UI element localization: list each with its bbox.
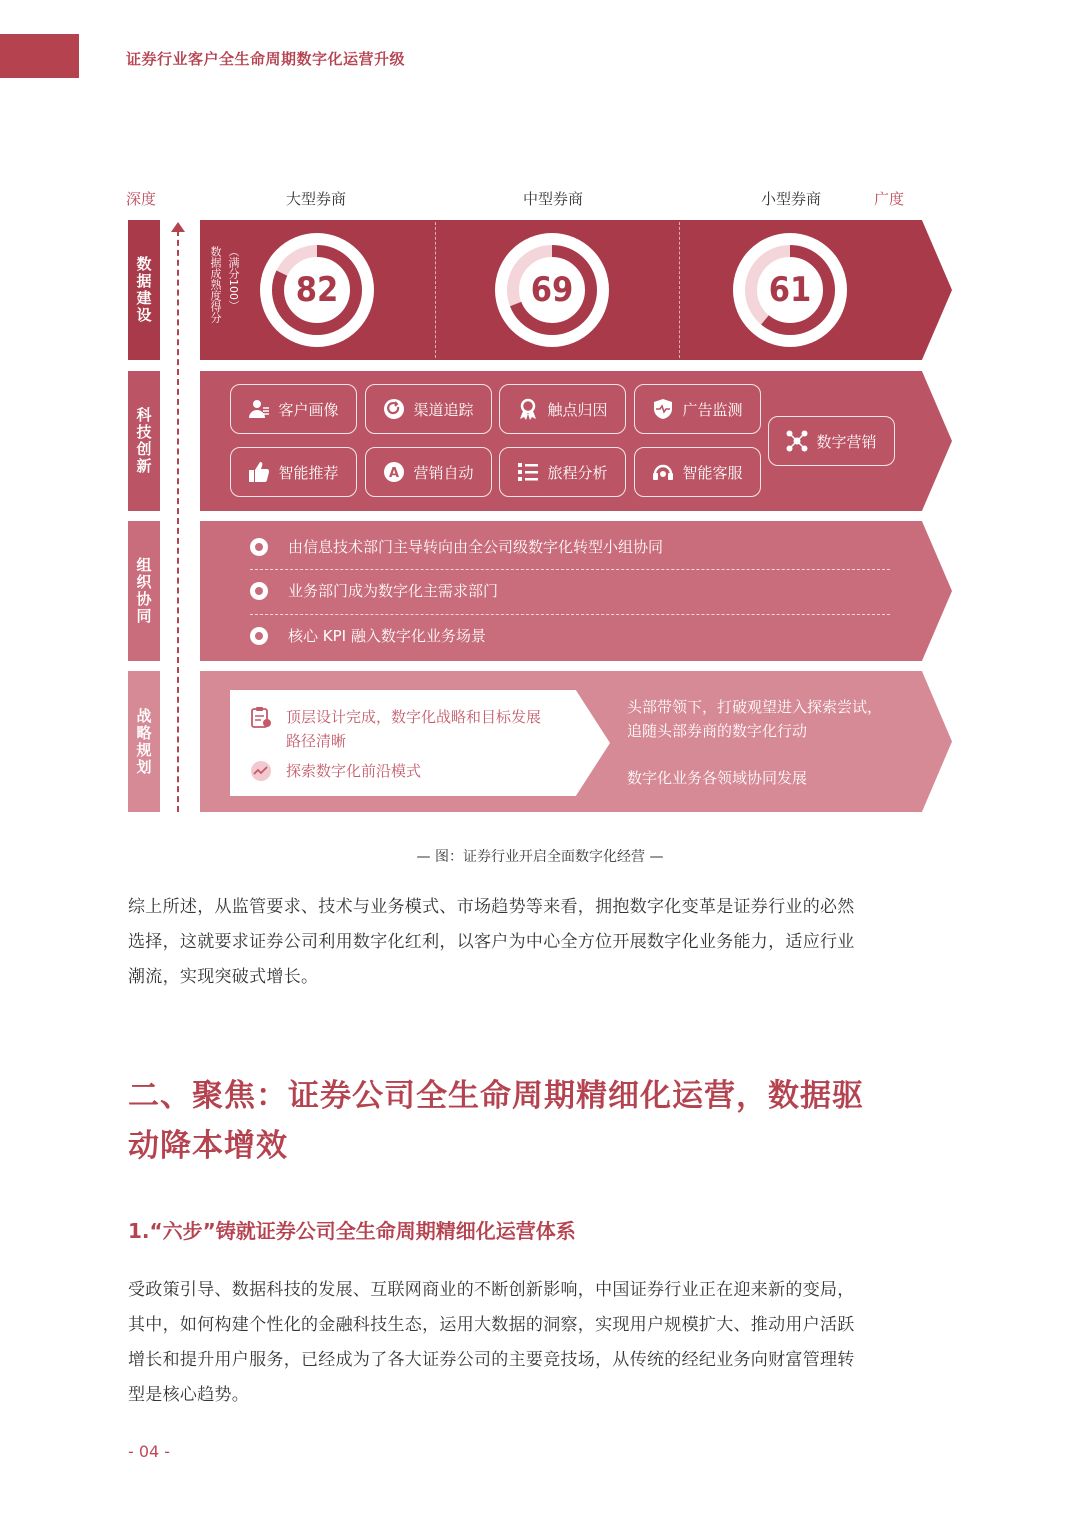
score-note-title: 数据成熟度得分 [209, 246, 222, 323]
column-label-small: 小型券商 [760, 190, 821, 208]
bullet-ring-icon [250, 538, 268, 556]
row-label-tech: 科技创新 [128, 371, 160, 511]
tech-chip-marketing-auto [365, 447, 492, 497]
tech-chip-label: 数字营销 [816, 432, 877, 451]
score-value-medium: 69 [530, 270, 574, 310]
strategy-left-item: 顶层设计完成，数字化战略和目标发展 路径清晰 [250, 705, 541, 753]
tech-chip-label: 旅程分析 [547, 463, 608, 482]
trend-icon [250, 760, 272, 782]
paragraph-context: 受政策引导、数据科技的发展、互联网商业的不断创新影响，中国证券行业正在迎来新的变局， 其中，如何构建个性化的金融科技生态，运用大数据的洞察，实现用户规模扩大、推动用户活跃 增长和提升用户服务，已经成为了各大证券公司的主要竞技场，从传统的经纪业务向财富管理转 型是核心趋势。 [128, 1280, 855, 1405]
column-label-large: 大型券商 [285, 190, 346, 208]
figure-caption: — 图：证券行业开启全面数字化经营 — [416, 849, 664, 865]
header-accent-block [0, 34, 79, 78]
tech-chip-channel-tracking [365, 384, 492, 434]
org-item: 业务部门成为数字化主需求部门 [250, 580, 498, 601]
user-portrait-icon [248, 398, 270, 420]
running-title: 证券行业客户全生命周期数字化运营升级 [126, 50, 406, 68]
tech-chip-touchpoint [499, 384, 626, 434]
letter-a-icon [383, 461, 405, 483]
network-icon [786, 430, 808, 452]
tech-chip-label: 客户画像 [278, 400, 339, 419]
strategy-left-item: 探索数字化前沿模式 [250, 759, 421, 783]
touchpoint-icon [517, 398, 539, 420]
tech-chip-recommendation [230, 447, 357, 497]
row-label-org: 组织协同 [128, 521, 160, 661]
tech-chip-label: 广告监测 [682, 400, 743, 419]
shield-heartbeat-icon [652, 398, 674, 420]
paragraph-summary: 综上所述，从监管要求、技术与业务模式、市场趋势等来看，拥抱数字化变革是证券行业的必然 选择，这就要求证券公司利用数字化红利，以客户为中心全方位开展数字化业务能力，适应行业 潮流，实现突破式增长。 [128, 897, 855, 987]
tech-chip-journey [499, 447, 626, 497]
strategy-right-text: 头部带领下，打破观望进入探索尝试， 追随头部券商的数字化行动 [627, 698, 883, 740]
org-item: 核心 KPI 融入数字化业务场景 [250, 625, 486, 646]
bullet-ring-icon [250, 582, 268, 600]
section-heading: 二、聚焦：证券公司全生命周期精细化运营，数据驱 动降本增效 [128, 1078, 864, 1164]
tech-chip-ad-monitoring [634, 384, 761, 434]
score-ring-large [259, 232, 375, 348]
subsection-heading: 1.“六步”铸就证券公司全生命周期精细化运营体系 [128, 1219, 576, 1243]
column-divider [435, 222, 436, 358]
score-note [207, 246, 241, 336]
org-item: 由信息技术部门主导转向由全公司级数字化转型小组协同 [250, 536, 663, 557]
score-value-small: 61 [768, 270, 812, 310]
column-label-medium: 中型券商 [522, 190, 583, 208]
refresh-icon [383, 398, 405, 420]
clipboard-icon [250, 706, 272, 728]
tech-chip-label: 智能推荐 [278, 463, 339, 482]
org-divider [250, 569, 890, 570]
tech-chip-customer-service [634, 447, 761, 497]
list-icon [517, 461, 539, 483]
score-ring-medium [494, 232, 610, 348]
page-number: - 04 - [128, 1442, 171, 1461]
row-label-data: 数据建设 [128, 220, 160, 360]
svg-text:A: A [389, 466, 400, 481]
axis-depth-label: 深度 [126, 190, 157, 208]
headset-icon [652, 461, 674, 483]
tech-chip-label: 智能客服 [682, 463, 743, 482]
column-divider [679, 222, 680, 358]
org-divider [250, 614, 890, 615]
thumbs-up-icon [248, 461, 270, 483]
strategy-right-text-2: 数字化业务各领域协同发展 [627, 769, 808, 787]
score-ring-small [732, 232, 848, 348]
axis-breadth-label: 广度 [874, 190, 905, 208]
tech-chip-digital-marketing [768, 416, 895, 466]
bullet-ring-icon [250, 627, 268, 645]
tech-chip-label: 渠道追踪 [413, 400, 474, 419]
tech-chip-label: 营销自动 [413, 463, 474, 482]
tech-chip-label: 触点归因 [547, 400, 608, 419]
row-label-strategy: 战略规划 [128, 671, 160, 812]
tech-chip-customer-portrait [230, 384, 357, 434]
depth-axis-line [177, 230, 179, 812]
score-value-large: 82 [295, 270, 339, 310]
score-note-max: （满分100） [227, 246, 240, 311]
